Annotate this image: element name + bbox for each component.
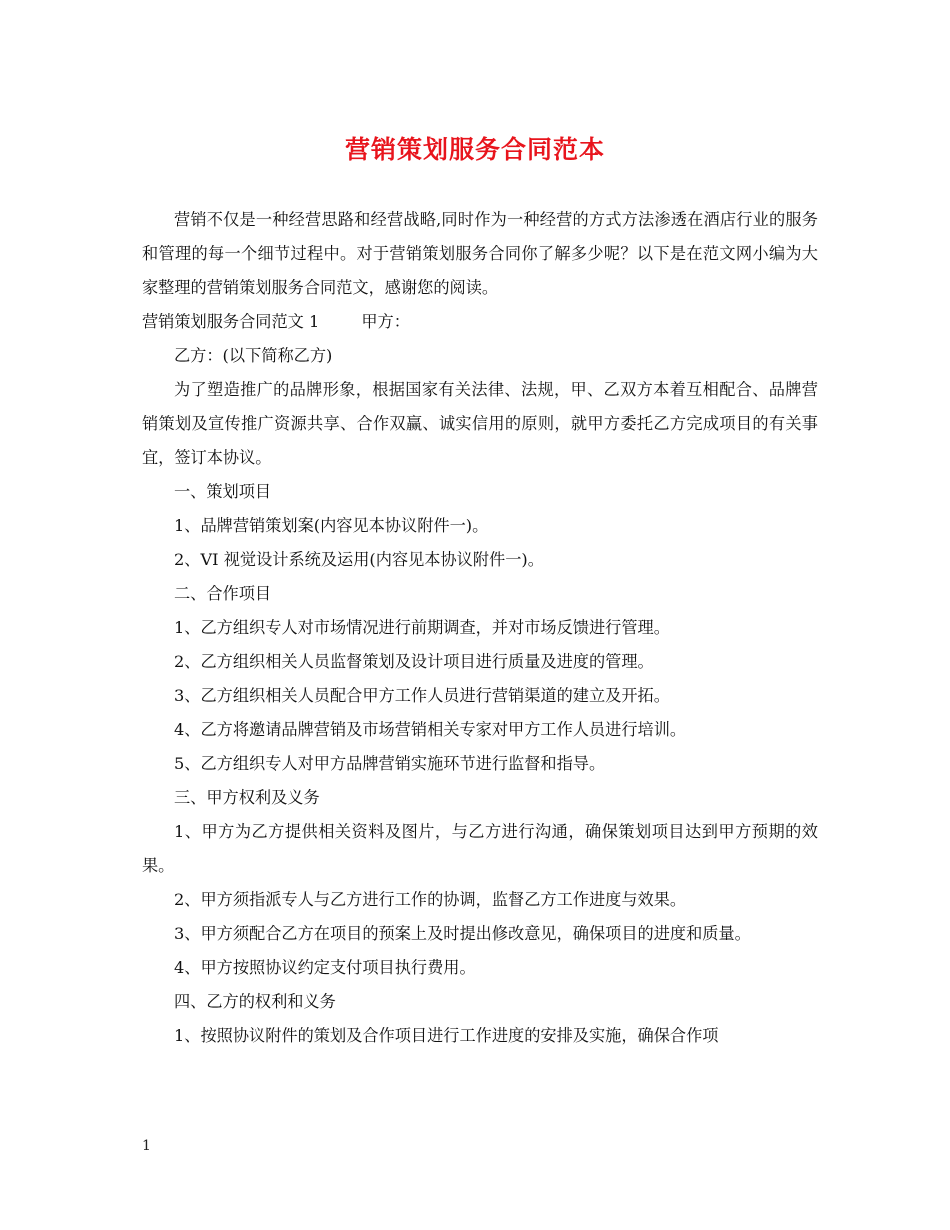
list-item: 1、甲方为乙方提供相关资料及图片，与乙方进行沟通，确保策划项目达到甲方预期的效果。 [142, 822, 818, 875]
section-heading: 二、合作项目 [174, 584, 272, 603]
section-heading: 一、策划项目 [174, 482, 272, 501]
list-item: 2、乙方组织相关人员监督策划及设计项目进行质量及进度的管理。 [174, 652, 654, 671]
section-heading: 三、甲方权利及义务 [174, 788, 320, 807]
list-item: 1、品牌营销策划案(内容见本协议附件一)。 [174, 516, 489, 535]
party-a-label: 甲方： [361, 312, 410, 331]
list-item: 3、乙方组织相关人员配合甲方工作人员进行营销渠道的建立及开拓。 [174, 686, 670, 705]
list-item: 2、甲方须指派专人与乙方进行工作的协调，监督乙方工作进度与效果。 [174, 890, 687, 909]
page-number: 1 [142, 1138, 151, 1154]
list-item: 3、甲方须配合乙方在项目的预案上及时提出修改意见，确保项目的进度和质量。 [174, 924, 751, 943]
list-item: 5、乙方组织专人对甲方品牌营销实施环节进行监督和指导。 [174, 754, 606, 773]
section-heading: 四、乙方的权利和义务 [174, 992, 336, 1011]
page-title: 营销策划服务合同范本 [344, 135, 605, 164]
list-item: 1、乙方组织专人对市场情况进行前期调查，并对市场反馈进行管理。 [174, 618, 670, 637]
intro-paragraph: 营销不仅是一种经营思路和经营战略,同时作为一种经营的方式方法渗透在酒店行业的服务和管理的每一个细节过程中。对于营销策划服务合同你了解多少呢？以下是在范文网小编为大家整理的营销策划服务合同范文，感谢您的阅读。 [142, 210, 818, 297]
sample-label: 营销策划服务合同范文 1 [142, 312, 320, 331]
sample-heading-line [142, 305, 818, 339]
list-item: 4、乙方将邀请品牌营销及市场营销相关专家对甲方工作人员进行培训。 [174, 720, 687, 739]
party-b-line: 乙方：(以下简称乙方) [174, 346, 333, 365]
list-item: 2、VI 视觉设计系统及运用(内容见本协议附件一)。 [174, 550, 544, 569]
list-item: 4、甲方按照协议约定支付项目执行费用。 [174, 958, 476, 977]
document-body [142, 203, 818, 1053]
preamble-paragraph: 为了塑造推广的品牌形象，根据国家有关法律、法规，甲、乙双方本着互相配合、品牌营销策划及宣传推广资源共享、合作双赢、诚实信用的原则，就甲方委托乙方完成项目的有关事宜，签订本协议。 [142, 380, 818, 467]
list-item: 1、按照协议附件的策划及合作项目进行工作进度的安排及实施，确保合作项 [174, 1026, 719, 1045]
